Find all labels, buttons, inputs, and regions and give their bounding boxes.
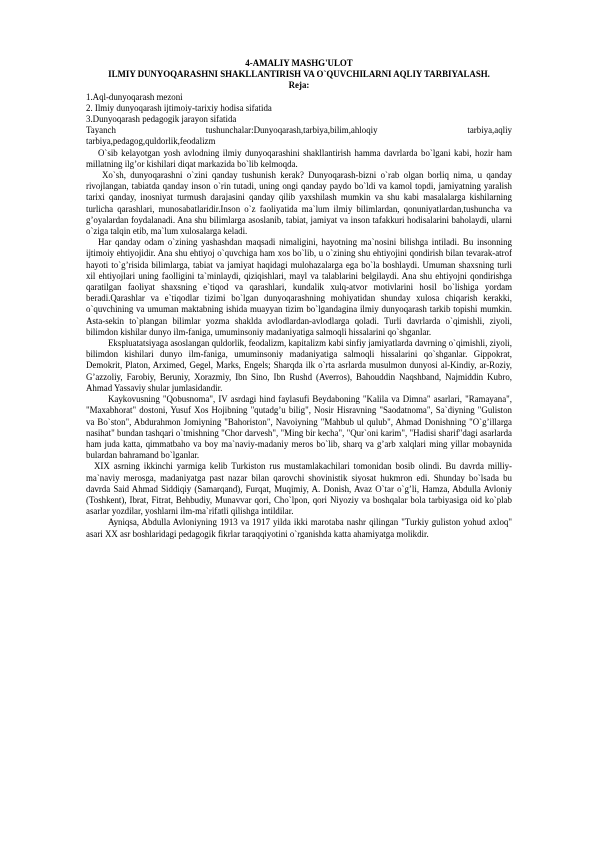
paragraph: Kaykovusning "Qobusnoma", IV asrdagi hind faylasufi Beydaboning "Kalila va Dimna" asarlari, "Ramayana", "Maxabhorat" dostoni, Yusuf Xos Hojibning "qutadg’u bilig", Nosir Hisravning "Saodatnoma", Sa`diyning "Guliston va Bo`ston", Abdurahmon Jomiyning "Bahoriston", Navoiyning "Mahbub ul qulub", Ahmad Donishning "O`g’illarga nasihat" bundan tashqari o`tmishning "Chor darvesh", "Ming bir kecha", "Qur`oni karim", "Hadisi sharif"dagi asarlarda ham juda katta, qimmatbaho va boy ma`naviy-madaniy meros bo`lib, sharq va g’arb xalqlari ming yillar mobaynida bulardan bahramand bo`lganlar. xyxy=(86,394,512,461)
paragraph: Har qanday odam o`zining yashashdan maqsadi nimaligini, hayotning ma`nosini bilishga intiladi. Bu insonning ijtimoiy ehtiyojidir. Ana shu ehtiyoj o`quvchiga ham xos bo`lib, u o`zining shu ehtiyojini qondirish bilan tevarak-atrof hayoti to`g’risida bilimlarga, tabiat va jamiyat haqidagi mulohazalarga ega bo`la boshlaydi. Umuman shaxsning turli xil ehtiyojlari uning faolligini ta`minlaydi, qiziqishlari, mayl va talablarini belgilaydi. Ana shu ehtiyojni qondirishga qaratilgan faoliyat shaxsning e`tiqod va qarashlari, kundalik xulq-atvor motivlarini hosil bo`lishiga yordam beradi.Qarashlar va e`tiqodlar tizimi bo`lgan dunyoqarashning mohiyatidan shunday xulosa chiqarish kerakki, o`quvchining va umuman maktabning ishida muayyan tizim bo`lgandagina ilmiy dunyoqarash tarkib topishi mumkin. Asta-sekin to`plangan bilimlar yozma shaklda avlodlardan-avlodlarga qoladi. Turli davrlarda o`qimishli, ziyoli, bilimdon kishilar dunyo ilm-faniga, umuminsoniy madaniyatiga salmoqli hissalarini qo`shganlar. xyxy=(86,237,512,337)
keywords-line xyxy=(86,125,512,136)
page-title: 4-AMALIY MASHG'ULOT xyxy=(245,58,353,68)
plan-item: 1.Aql-dunyoqarash mezoni xyxy=(86,91,183,102)
page-subtitle: ILMIY DUNYOQARASHNI SHAKLLANTIRISH VA O`QUVCHILARNI AQLIY TARBIYALASH. xyxy=(108,69,490,80)
keywords-text: tushunchalar:Dunyoqarash,tarbiya,bilim,ahloqiy xyxy=(205,125,378,136)
paragraph: Ayniqsa, Abdulla Avloniyning 1913 va 1917 yilda ikki marotaba nashr qilingan "Turkiy guliston yohud axloq" asari XX asr boshlaridagi pedagogik fikrlar taraqqiyotini o`rganishda katta ahamiyatga molikdir. xyxy=(86,517,512,539)
plan-item: 3.Dunyoqarash pedagogik jarayon sifatida xyxy=(86,114,237,125)
keywords-tail: tarbiya,aqliy xyxy=(467,125,512,136)
keywords-line-2: tarbiya,pedagog,quldorlik,feodalizm xyxy=(86,136,216,147)
document-page xyxy=(86,58,512,540)
paragraph: Ekspluatatsiyaga asoslangan quldorlik, feodalizm, kapitalizm kabi sinfiy jamiyatlarda davrning o`qimishli, ziyoli, bilimdon kishilari dunyo ilm-faniga, umuminsoniy madaniyatiga salmoqli hissalarini qo`shganlar. Gippokrat, Demokrit, Platon, Arximed, Gegel, Marks, Engels; Sharqda ilk o`rta asrlarda musulmon dunyosi al-Kindiy, ar-Roziy, G’azzoliy, Farobiy, Beruniy, Xorazmiy, Ibn Sino, Ibn Rushd (Averros), Bahouddin Naqshband, Najmiddin Kubro, Ahmad Yassaviy shular jumlasidandir. xyxy=(86,338,512,393)
keywords-label: Tayanch xyxy=(86,125,116,136)
paragraph: O`sib kelayotgan yosh avlodning ilmiy dunyoqarashini shakllantirish hamma davrlarda bo`lgani kabi, hozir ham millatning ilg’or kishilari diqat markazida bo`lib kelmoqda. xyxy=(86,147,512,169)
paragraph: Xo`sh, dunyoqarashni o`zini qanday tushunish kerak? Dunyoqarash-bizni o`rab olgan borliq nima, u qanday rivojlangan, tabiatda qanday inson o`rin tutadi, uning ongi qanday paydo bo`ldi va kamol topdi, jamiyatning yaralish tarixi qanday, inosniyat turmush darajasini qanday qilib yaxshilash mumkin va shu kabi masalalarga kishilarning turlicha qarashlari, munosabatlaridir.Inson o`z faoliyatida ma`lum ilmiy bilimlardan, qonuniyatlardan,tushuncha va g’oyalardan foydalanadi. Ana shu bilimlarga asoslanib, tabiat, jamiyat va inson tafakkuri hodisalarini baholaydi, ularni o`ziga talqin etib, ma`lum xulosalarga keladi. xyxy=(86,170,512,237)
plan-heading: Reja: xyxy=(288,80,310,91)
plan-item: 2. Ilmiy dunyoqarash ijtimoiy-tarixiy hodisa sifatida xyxy=(86,102,272,113)
paragraph: XIX asrning ikkinchi yarmiga kelib Turkiston rus mustamlakachilari tomonidan bosib olindi. Bu davrda milliy-ma`naviy merosga, madaniyatga past nazar bilan qarovchi shovinistik siyosat hukmron edi. Shunday bo`lsada bu davrda Said Ahmad Siddiqiy (Samarqand), Furqat, Muqimiy, A. Donish, Avaz O`tar o`g’li, Hamza, Abdulla Avloniy (Toshkent), Ibrat, Fitrat, Behbudiy, Munavvar qori, Cho`lpon, qori Niyoziy va boshqalar bola tarbiyasiga oid ko`plab asarlar yozdilar, yoshlarni ilm-ma`rifatli qilishga intildilar. xyxy=(86,461,512,517)
